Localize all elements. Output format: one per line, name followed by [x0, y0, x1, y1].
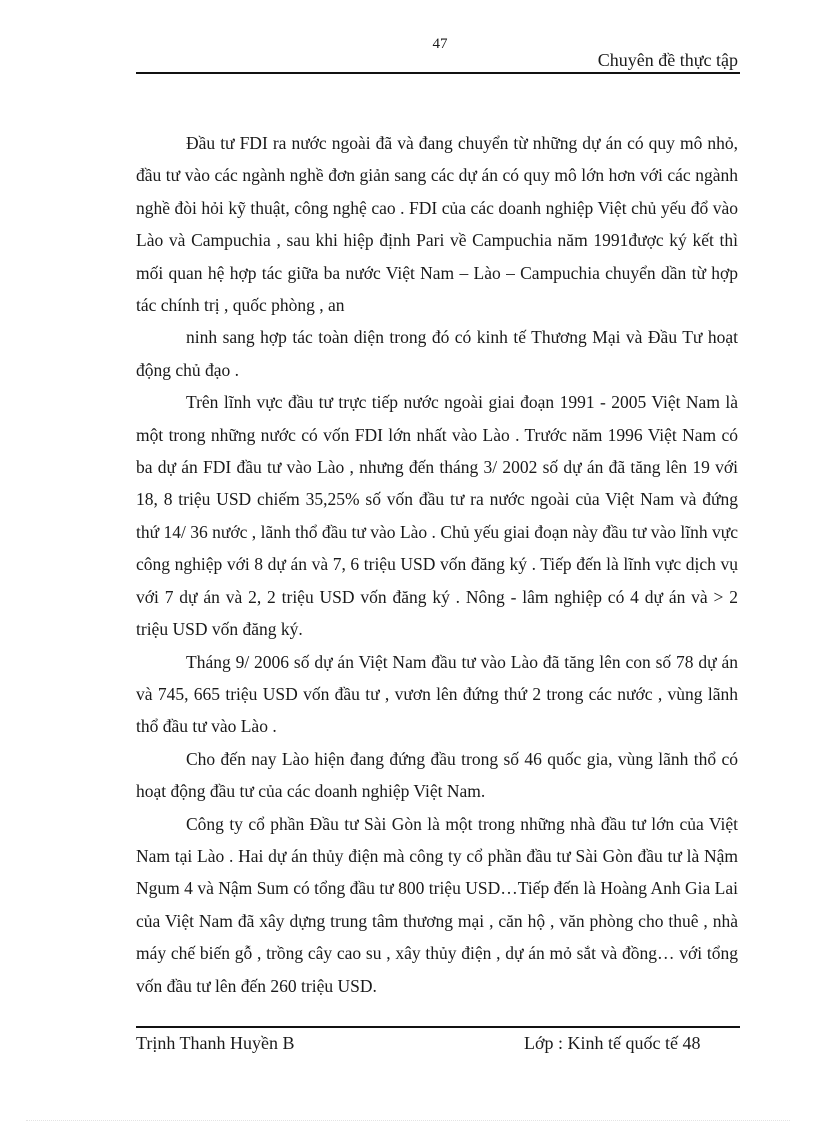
page-bottom-edge [26, 1120, 790, 1121]
paragraph-4: Tháng 9/ 2006 số dự án Việt Nam đầu tư vào Lào đã tăng lên con số 78 dự án và 745, 665 triệu USD vốn đầu tư , vươn lên đứng thứ 2 trong các nước , vùng lãnh thổ đầu tư vào Lào . [136, 651, 738, 737]
paragraph-6: Công ty cổ phần Đầu tư Sài Gòn là một trong những nhà đầu tư lớn của Việt Nam tại Lào . Hai dự án thủy điện mà công ty cổ phần đầu tư Sài Gòn đầu tư là Nậm Ngum 4 và Nậm Sum có tổng đầu tư 800 triệu USD…Tiếp đến là Hoàng Anh Gia Lai của Việt Nam đã xây dựng trung tâm thương mại , căn hộ , văn phòng cho thuê , nhà máy chế biến gỗ , trồng cây cao su , xây thủy điện , dự án mỏ sắt và đồng… với tổng vốn đầu tư lên đến 260 triệu USD. [136, 813, 738, 996]
page-number: 47 [432, 36, 448, 52]
paragraph-2: ninh sang hợp tác toàn diện trong đó có kinh tế Thương Mại và Đầu Tư hoạt động chủ đạo . [136, 327, 738, 380]
footer-rule [136, 1026, 740, 1028]
paragraph-5: Cho đến nay Lào hiện đang đứng đầu trong số 46 quốc gia, vùng lãnh thổ có hoạt động đầu tư của các doanh nghiệp Việt Nam. [136, 748, 738, 802]
footer-class: Lớp : Kinh tế quốc tế 48 [524, 1033, 701, 1053]
paragraph-1: Đầu tư FDI ra nước ngoài đã và đang chuyển từ những dự án có quy mô nhỏ, đầu tư vào các ngành nghề đơn giản sang các dự án có quy mô lớn hơn với các ngành nghề đòi hỏi kỹ thuật, công nghệ cao . FDI của các doanh nghiệp Việt chủ yếu đổ vào Lào và Campuchia , sau khi hiệp định Pari về Campuchia năm 1991được ký kết thì mối quan hệ hợp tác giữa ba nước Việt Nam – Lào – Campuchia chuyển dần từ hợp tác chính trị , quốc phòng , an [136, 133, 738, 316]
footer-author: Trịnh Thanh Huyền B [136, 1033, 295, 1053]
paragraph-3: Trên lĩnh vực đầu tư trực tiếp nước ngoài giai đoạn 1991 - 2005 Việt Nam là một trong những nước có vốn FDI lớn nhất vào Lào . Trước năm 1996 Việt Nam có ba dự án FDI đầu tư vào Lào , nhưng đến tháng 3/ 2002 số dự án đã tăng lên 19 với 18, 8 triệu USD chiếm 35,25% số vốn đầu tư ra nước ngoài của Việt Nam và đứng thứ 14/ 36 nước , lãnh thổ đầu tư vào Lào . Chủ yếu giai đoạn này đầu tư vào lĩnh vực công nghiệp với 8 dự án và 7, 6 triệu USD vốn đăng ký . Tiếp đến là lĩnh vực dịch vụ với 7 dự án và 2, 2 triệu USD vốn đăng ký . Nông - lâm nghiệp có 4 dự án và > 2 triệu USD vốn đăng ký. [136, 392, 738, 640]
header-rule [136, 72, 740, 74]
body-text [136, 127, 738, 1002]
header-title: Chuyên đề thực tập [597, 50, 738, 70]
